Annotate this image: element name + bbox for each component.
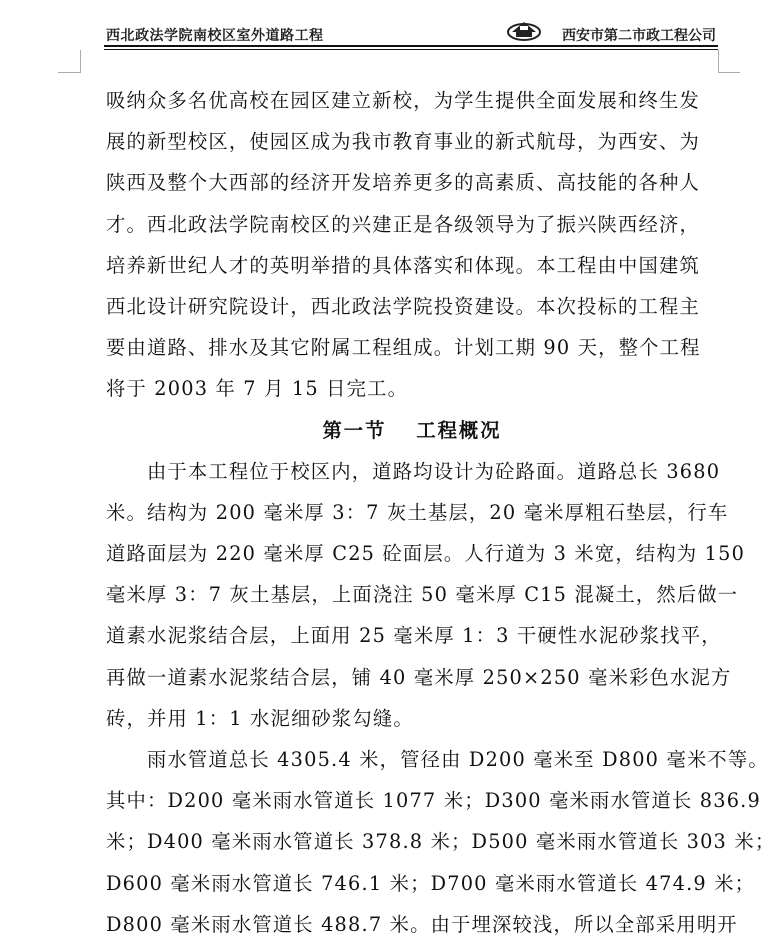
para3-line-3: 米；D400 毫米雨水管道长 378.8 米；D500 毫米雨水管道长 303 米； <box>106 830 776 854</box>
para3-line-4: D600 毫米雨水管道长 746.1 米；D700 毫米雨水管道长 474.9 米； <box>106 871 756 895</box>
margin-mark-left-h <box>58 72 81 73</box>
header-project-title: 西北政法学院南校区室外道路工程 <box>106 28 324 44</box>
company-logo-icon <box>506 18 542 42</box>
para1-line-6: 西北设计研究院设计，西北政法学院投资建设。本次投标的工程主 <box>106 294 700 318</box>
section-title: 第一节 工程概况 <box>322 418 502 442</box>
para3-line-1: 雨水管道总长 4305.4 米，管径由 D200 毫米至 D800 毫米不等。 <box>106 748 769 771</box>
para1-line-2: 展的新型校区，使园区成为我市教育事业的新式航母，为西安、为 <box>106 130 700 154</box>
para2-line-4: 毫米厚 3：7 灰土基层，上面浇注 50 毫米厚 C15 混凝土，然后做一 <box>106 583 739 607</box>
margin-mark-right-v <box>718 50 719 72</box>
para1-line-1: 吸纳众多名优高校在园区建立新校，为学生提供全面发展和终生发 <box>106 89 700 112</box>
para2-line-7: 砖，并用 1：1 水泥细砂浆勾缝。 <box>106 706 414 730</box>
margin-mark-left-v <box>80 50 81 72</box>
para2-line-5: 道素水泥浆结合层，上面用 25 毫米厚 1：3 干硬性水泥砂浆找平， <box>106 624 722 648</box>
margin-mark-right-h <box>718 72 740 73</box>
para1-line-3: 陕西及整个大西部的经济开发培养更多的高素质、高技能的各种人 <box>106 171 700 195</box>
header-rule-thick <box>104 45 718 47</box>
para2-line-6: 再做一道素水泥浆结合层，铺 40 毫米厚 250×250 毫米彩色水泥方 <box>106 665 732 689</box>
para1-line-4: 才。西北政法学院南校区的兴建正是各级领导为了振兴陕西经济， <box>106 212 700 236</box>
para1-line-8: 将于 2003 年 7 月 15 日完工。 <box>106 377 409 401</box>
para3-line-5: D800 毫米雨水管道长 488.7 米。由于埋深较浅，所以全部采用明开 <box>106 912 738 936</box>
page-header <box>104 18 718 48</box>
document-body <box>106 80 776 945</box>
para2-line-2: 米。结构为 200 毫米厚 3：7 灰土基层，20 毫米厚粗石垫层，行车 <box>106 500 729 524</box>
para2-line-3: 道路面层为 220 毫米厚 C25 砼面层。人行道为 3 米宽，结构为 150 <box>106 542 746 566</box>
para3-line-2: 其中：D200 毫米雨水管道长 1077 米；D300 毫米雨水管道长 836.9 <box>106 789 761 813</box>
para1-line-7: 要由道路、排水及其它附属工程组成。计划工期 90 天，整个工程 <box>106 336 701 360</box>
para2-line-1: 由于本工程位于校区内，道路均设计为砼路面。道路总长 3680 <box>106 459 721 483</box>
header-rule-thin <box>104 49 718 50</box>
para1-line-5: 培养新世纪人才的英明举措的具体落实和体现。本工程由中国建筑 <box>106 253 700 277</box>
header-company-name: 西安市第二市政工程公司 <box>562 28 716 44</box>
